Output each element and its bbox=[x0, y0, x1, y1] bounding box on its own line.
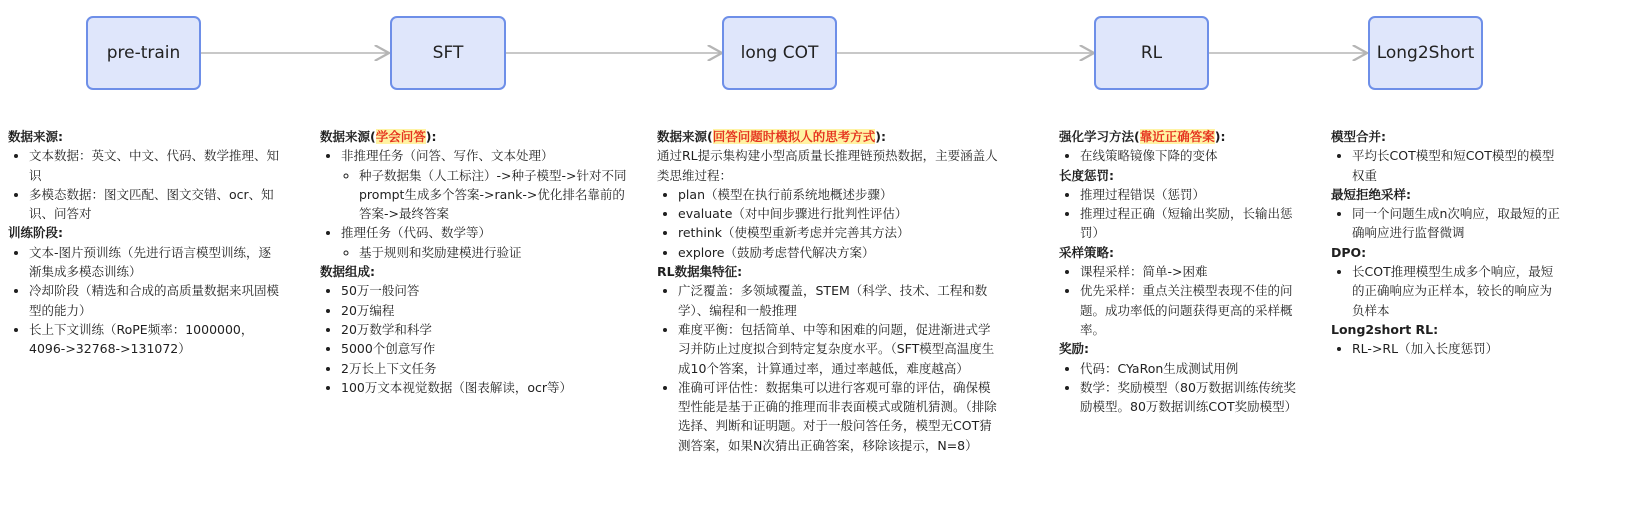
list-item-text: 数学：奖励模型（80万数据训练传统奖励模型。80万数据训练COT奖励模型） bbox=[1080, 379, 1298, 415]
highlight-text: 学会问答 bbox=[375, 129, 426, 144]
list-item bbox=[341, 301, 628, 320]
section-title bbox=[320, 262, 628, 281]
list-item bbox=[29, 281, 280, 320]
list-item bbox=[678, 204, 1002, 223]
list-item bbox=[678, 223, 1002, 242]
list-item bbox=[341, 223, 628, 262]
stage-label: SFT bbox=[432, 43, 464, 63]
stage-sft bbox=[390, 16, 506, 90]
list-item-text: 广泛覆盖：多领域覆盖，STEM（科学、技术、工程和数学）、编程和一般推理 bbox=[678, 283, 988, 318]
section-title bbox=[1059, 243, 1303, 262]
section-title-text: 长度惩罚: bbox=[1059, 167, 1114, 183]
list-item-text: 推理过程错误（惩罚） bbox=[1080, 186, 1206, 202]
bullet-list bbox=[1331, 204, 1563, 243]
list-item bbox=[1080, 204, 1303, 243]
bullet-list bbox=[1059, 146, 1303, 165]
bullet-list bbox=[8, 146, 280, 223]
stage-label: pre-train bbox=[106, 43, 181, 63]
list-item-text: evaluate（对中间步骤进行批判性评估） bbox=[678, 206, 908, 222]
list-item-text: 文本-图片预训练（先进行语言模型训练，逐渐集成多模态训练） bbox=[29, 244, 272, 280]
section-title-text: Long2short RL: bbox=[1331, 321, 1439, 337]
section-title bbox=[8, 127, 280, 146]
bullet-list bbox=[1059, 359, 1303, 417]
list-item-text: 推理过程正确（短输出奖励，长输出惩罚） bbox=[1080, 206, 1293, 241]
section-title bbox=[1331, 185, 1563, 204]
sub-bullet-list bbox=[341, 243, 628, 262]
stage-pretrain bbox=[86, 16, 201, 90]
section-title-text: 数据来源( bbox=[320, 129, 376, 144]
highlight-text: 回答问题时模拟人的思考方式 bbox=[712, 129, 876, 144]
list-item-text: 冷却阶段（精选和合成的高质量数据来巩固模型的能力） bbox=[29, 283, 280, 318]
section-title bbox=[1331, 127, 1563, 146]
list-item bbox=[341, 281, 628, 300]
sub-bullet-list bbox=[341, 166, 628, 224]
bullet-list bbox=[1059, 262, 1303, 339]
section-title bbox=[1059, 127, 1303, 146]
list-item bbox=[678, 281, 1002, 320]
list-item-text: 20万编程 bbox=[341, 302, 395, 318]
sub-list-item: ◦ 基于规则和奖励建模进行验证 bbox=[359, 243, 628, 262]
section-title-text: 数据来源( bbox=[657, 129, 713, 144]
sub-list-item: ◦ 种子数据集（人工标注）->种子模型->针对不同prompt生成多个答案->rank->优化排名靠前的答案->最终答案 bbox=[359, 166, 628, 224]
list-item-text: 长COT推理模型生成多个响应，最短的正确响应为正样本，较长的响应为负样本 bbox=[1352, 264, 1554, 318]
list-item bbox=[678, 320, 1002, 378]
list-item bbox=[29, 185, 280, 224]
list-item bbox=[1352, 204, 1563, 243]
list-item-text: 推理任务（代码、数学等） bbox=[341, 225, 492, 241]
list-item-text: 文本数据：英文、中文、代码、数学推理、知识 bbox=[29, 148, 280, 183]
list-item-text: 100万文本视觉数据（图表解读，ocr等） bbox=[341, 379, 573, 395]
list-item-text: 2万长上下文任务 bbox=[341, 360, 437, 376]
list-item bbox=[1080, 185, 1303, 204]
list-item-text: 同一个问题生成n次响应，取最短的正确响应进行监督微调 bbox=[1352, 206, 1560, 241]
section-title bbox=[1059, 339, 1303, 358]
list-item bbox=[1352, 262, 1563, 320]
section-title-text: 训练阶段: bbox=[8, 225, 63, 241]
list-item bbox=[341, 320, 628, 339]
stage-label: RL bbox=[1140, 43, 1163, 63]
list-item bbox=[678, 378, 1002, 455]
section-title-text: 强化学习方法( bbox=[1059, 129, 1140, 144]
stage-long-cot bbox=[722, 16, 837, 90]
list-item-text: 长上下文训练（RoPE频率：1000000，4096->32768->131072） bbox=[29, 321, 254, 357]
list-item-text: 代码：CYaRon生成测试用例 bbox=[1080, 360, 1239, 376]
bullet-list bbox=[320, 146, 628, 262]
section-title-suffix: ): bbox=[875, 129, 886, 144]
list-item bbox=[341, 339, 628, 358]
bullet-list bbox=[1331, 262, 1563, 320]
list-item-text: 非推理任务（问答、写作、文本处理） bbox=[341, 148, 554, 164]
list-item-text: 20万数学和科学 bbox=[341, 321, 432, 337]
bullet-list bbox=[657, 185, 1002, 262]
list-item bbox=[1352, 146, 1563, 185]
column-pretrain bbox=[8, 127, 280, 359]
list-item bbox=[341, 146, 628, 223]
bullet-list bbox=[657, 281, 1002, 455]
list-item-text: rethink（使模型重新考虑并完善其方法） bbox=[678, 225, 910, 241]
list-item-text: 在线策略镜像下降的变体 bbox=[1080, 148, 1218, 164]
section-title-suffix: ): bbox=[425, 129, 437, 144]
section-title bbox=[657, 262, 1002, 281]
section-title-suffix: ): bbox=[1214, 129, 1226, 144]
list-item bbox=[1352, 339, 1563, 358]
list-item bbox=[678, 185, 1002, 204]
section-title-text: 采样策略: bbox=[1059, 244, 1114, 260]
list-item bbox=[29, 320, 280, 359]
bullet-list bbox=[1059, 185, 1303, 243]
list-item bbox=[1080, 359, 1303, 378]
list-item bbox=[29, 146, 280, 185]
section-title-text: 最短拒绝采样: bbox=[1331, 186, 1411, 202]
column-long-cot bbox=[657, 127, 1002, 455]
list-item bbox=[1080, 378, 1303, 417]
bullet-list bbox=[320, 281, 628, 397]
bullet-list bbox=[1331, 339, 1563, 358]
highlight-text: 靠近正确答案 bbox=[1139, 129, 1215, 144]
section-title bbox=[1331, 320, 1563, 339]
section-intro: 通过RL提示集构建小型高质量长推理链预热数据，主要涵盖人类思维过程： bbox=[657, 148, 998, 183]
stage-rl bbox=[1094, 16, 1209, 90]
section-title-text: RL数据集特征: bbox=[657, 264, 743, 280]
section-title-text: 模型合并: bbox=[1331, 129, 1386, 144]
section-title bbox=[1331, 243, 1563, 262]
list-item-text: 准确可评估性：数据集可以进行客观可靠的评估，确保模型性能是基于正确的推理而非表面模式或随机猜测。（排除选择、判断和证明题。对于一般问答任务，模型无COT猜测答案，如果N次猜出正确答案，移除该提示，N=8） bbox=[678, 379, 997, 453]
list-item bbox=[341, 378, 628, 397]
list-item bbox=[1080, 146, 1303, 165]
stage-label: Long2Short bbox=[1376, 43, 1475, 63]
list-item-text: 5000个创意写作 bbox=[341, 341, 436, 357]
list-item bbox=[1080, 262, 1303, 281]
list-item-text: RL->RL（加入长度惩罚） bbox=[1352, 341, 1499, 357]
stage-long2short bbox=[1368, 16, 1483, 90]
stage-label: long COT bbox=[740, 43, 819, 63]
list-item bbox=[678, 243, 1002, 262]
list-item-text: 优先采样：重点关注模型表现不佳的问题。成功率低的问题获得更高的采样概率。 bbox=[1080, 283, 1293, 337]
section-title-text: 数据来源: bbox=[8, 129, 63, 144]
section-title bbox=[1059, 166, 1303, 185]
section-title bbox=[8, 223, 280, 242]
section-title-text: DPO: bbox=[1331, 244, 1367, 260]
list-item-text: 难度平衡：包括简单、中等和困难的问题，促进渐进式学习并防止过度拟合到特定复杂度水平。（SFT模型高温度生成10个答案，计算通过率，通过率越低，难度越高） bbox=[678, 321, 995, 376]
list-item bbox=[29, 243, 280, 282]
list-item-text: 课程采样：简单->困难 bbox=[1080, 264, 1208, 280]
section-title bbox=[657, 127, 1002, 146]
column-long2short bbox=[1331, 127, 1563, 359]
section-title bbox=[320, 127, 628, 146]
list-item-text: plan（模型在执行前系统地概述步骤） bbox=[678, 186, 893, 202]
bullet-list bbox=[8, 243, 280, 359]
list-item-text: explore（鼓励考虑替代解决方案） bbox=[678, 244, 875, 260]
section-title-text: 数据组成: bbox=[320, 264, 375, 280]
list-item bbox=[341, 359, 628, 378]
list-item bbox=[1080, 281, 1303, 339]
column-rl bbox=[1059, 127, 1303, 416]
bullet-list bbox=[1331, 146, 1563, 185]
list-item-text: 多模态数据：图文匹配、图文交错、ocr、知识、问答对 bbox=[29, 186, 274, 222]
list-item-text: 平均长COT模型和短COT模型的模型权重 bbox=[1352, 148, 1555, 183]
list-item-text: 50万一般问答 bbox=[341, 283, 420, 299]
column-sft bbox=[320, 127, 628, 397]
section-title-text: 奖励: bbox=[1059, 341, 1089, 357]
